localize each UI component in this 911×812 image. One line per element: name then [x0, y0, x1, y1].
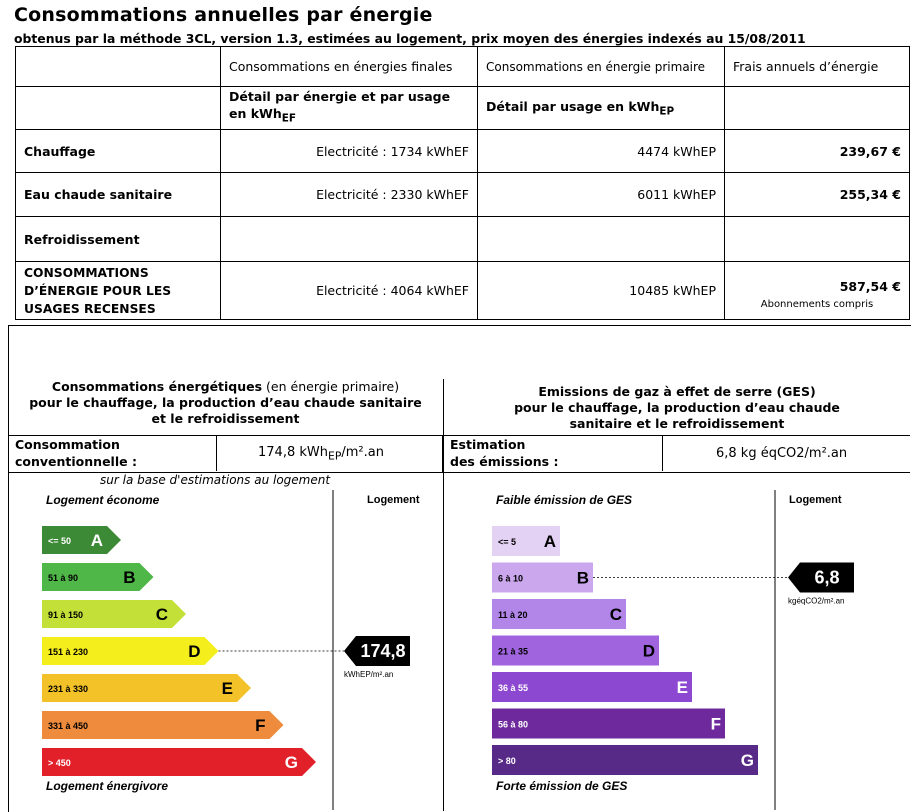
- row-primary: 6011 kWhEP: [478, 173, 725, 217]
- energy-label: Consommation conventionnelle :: [15, 437, 137, 469]
- row-cost: 255,34 €: [725, 173, 910, 217]
- table-subheader-row: [16, 87, 910, 130]
- subscription-note: Abonnements compris: [760, 299, 874, 310]
- ges-bottom-label: Forte émission de GES: [496, 779, 628, 793]
- row-final: Electricité : 1734 kWhEF: [221, 130, 478, 173]
- class-range-D: 21 à 35: [498, 646, 529, 657]
- row-cost-total: [725, 262, 910, 320]
- class-range-C: 91 à 150: [48, 610, 84, 620]
- class-bar-G: [492, 745, 758, 775]
- energy-scale-chart: [0, 480, 443, 810]
- ges-value: 6,8 kg éqCO2/m².an: [716, 446, 848, 461]
- energy-bottom-label: Logement énergivore: [46, 779, 169, 793]
- class-letter-F: F: [710, 714, 721, 734]
- row-primary: 4474 kWhEP: [478, 130, 725, 173]
- class-letter-E: E: [676, 678, 688, 697]
- indicator-unit: kgéqCO2/m².an: [788, 596, 845, 606]
- indicator-value: 174,8: [360, 641, 406, 661]
- ges-label: Estimation des émissions :: [450, 437, 559, 469]
- class-range-F: 56 à 80: [498, 719, 529, 730]
- class-letter-F: F: [255, 716, 266, 735]
- row-primary: [478, 217, 725, 262]
- table-row: [16, 173, 910, 217]
- total-cost: 587,54 €: [839, 279, 901, 294]
- class-range-F: 331 à 450: [48, 721, 89, 731]
- ges-scale-chart: [444, 480, 910, 810]
- row-label: CONSOMMATIONS D’ÉNERGIE POUR LES USAGES RECENSES: [16, 262, 221, 320]
- energy-column-title: Logement: [367, 494, 420, 506]
- class-range-G: > 80: [498, 756, 516, 766]
- class-letter-G: G: [284, 753, 298, 772]
- ges-heading: Emissions de gaz à effet de serre (GES) pour le chauffage, la production d’eau chaude sanitaire et le refroidissement: [514, 384, 840, 431]
- class-letter-D: D: [188, 642, 201, 661]
- class-letter-B: B: [123, 568, 136, 587]
- class-range-E: 36 à 55: [498, 683, 529, 693]
- class-letter-G: G: [740, 751, 754, 770]
- class-letter-A: A: [543, 532, 556, 551]
- table-row: [16, 217, 910, 262]
- energy-heading: Consommations énergétiques (en énergie primaire) pour le chauffage, la production d’eau chaude sanitaire et le refroidissement: [29, 379, 422, 426]
- class-range-A: <= 50: [48, 536, 72, 546]
- subheader-primary: Détail par usage en kWh$_{EP}$: [478, 87, 725, 130]
- indicator-unit: kWhEP/m².an: [344, 670, 394, 679]
- header-cell-empty: [16, 47, 221, 87]
- energy-value: 174,8 kWh$_{EP}$/m².an: [258, 445, 384, 463]
- page-title: Consommations annuelles par énergie: [14, 4, 433, 26]
- ges-column-title: Logement: [789, 494, 842, 506]
- row-primary: 10485 kWhEP: [478, 262, 725, 320]
- table-row-total: [16, 262, 910, 320]
- row-label: Eau chaude sanitaire: [16, 173, 221, 217]
- header-primary: Consommations en énergie primaire: [478, 47, 725, 87]
- class-letter-E: E: [221, 679, 233, 698]
- class-range-D: 151 à 230: [48, 647, 89, 657]
- table-row: [16, 130, 910, 173]
- consumption-table: [15, 46, 910, 320]
- class-range-B: 6 à 10: [498, 573, 524, 584]
- class-range-A: <= 5: [498, 537, 517, 547]
- row-final: Electricité : 2330 kWhEF: [221, 173, 478, 217]
- class-letter-C: C: [609, 605, 622, 624]
- class-bar-G: [42, 748, 316, 776]
- class-range-C: 11 à 20: [498, 610, 528, 620]
- class-range-G: > 450: [48, 758, 71, 768]
- class-letter-B: B: [576, 568, 589, 588]
- row-label: Chauffage: [16, 130, 221, 173]
- energy-top-label: Logement économe: [46, 493, 160, 507]
- header-final: Consommations en énergies finales: [221, 47, 478, 87]
- header-cost: Frais annuels d’énergie: [725, 47, 910, 87]
- row-final: [221, 217, 478, 262]
- indicator-value: 6,8: [814, 567, 840, 588]
- row-cost: [725, 217, 910, 262]
- row-cost: 239,67 €: [725, 130, 910, 173]
- row-final: Electricité : 4064 kWhEF: [221, 262, 478, 320]
- table-header-row: [16, 47, 910, 87]
- ges-top-label: Faible émission de GES: [496, 493, 633, 507]
- class-letter-D: D: [642, 641, 655, 661]
- subheader-final: Détail par énergie et par usage en kWh$_{EF}$: [221, 87, 478, 130]
- row-label: Refroidissement: [16, 217, 221, 262]
- page-subtitle: obtenus par la méthode 3CL, version 1.3, estimées au logement, prix moyen des énergies indexés au 15/08/2011: [14, 31, 806, 46]
- class-letter-A: A: [90, 531, 103, 550]
- class-range-E: 231 à 330: [48, 684, 89, 694]
- class-range-B: 51 à 90: [48, 573, 79, 583]
- class-letter-C: C: [155, 605, 168, 624]
- energy-basis: sur la base d'estimations au logement: [100, 473, 331, 487]
